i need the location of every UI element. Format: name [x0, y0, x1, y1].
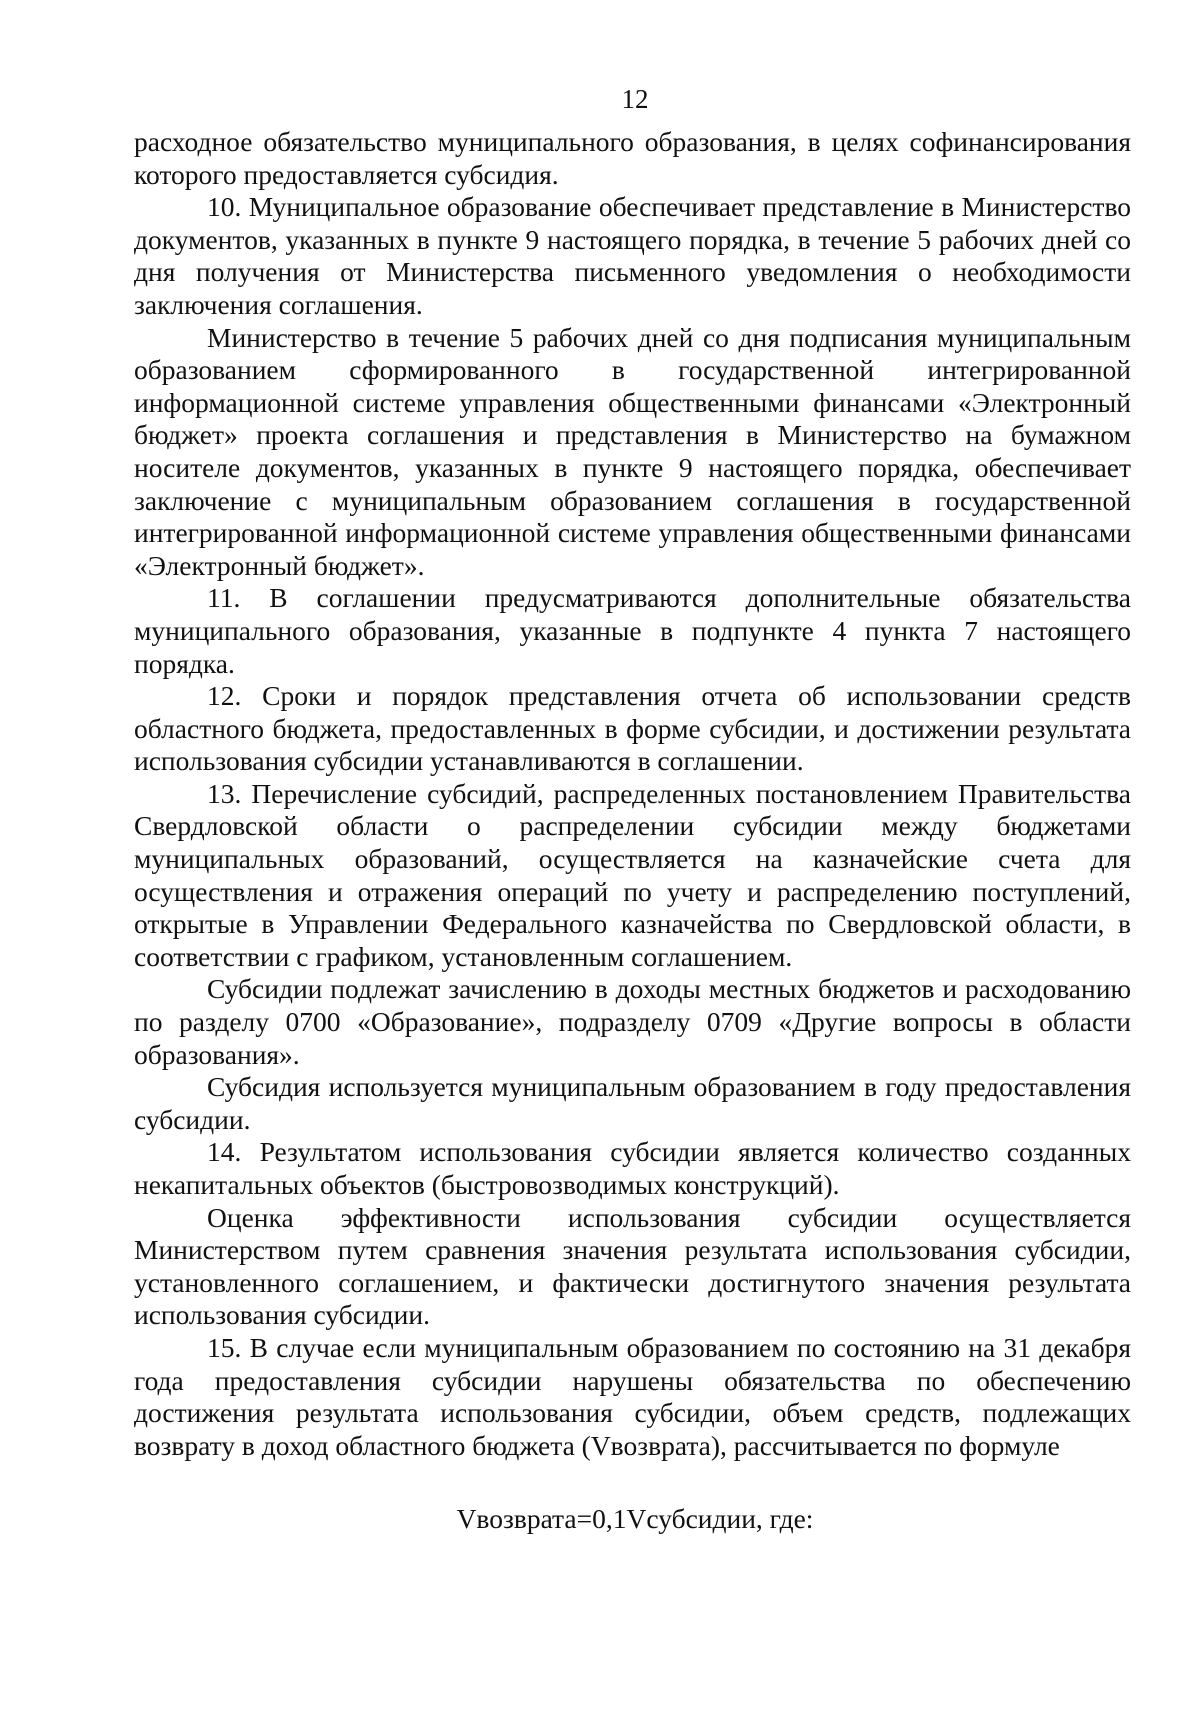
paragraph-13: 13. Перечисление субсидий, распределенных постановлением Правительства Свердловской области о распределении субсидии между бюджетами муниципальных образований, осуществляется на казначейские счета для осуществления и отражения операций по учету и распределению поступлений, открытые в Управлении Федерального казначейства по Свердловской области, в соответствии с графиком, установленным соглашением.: [134, 777, 1131, 972]
paragraph-subsidies-income: Субсидии подлежат зачислению в доходы местных бюджетов и расходованию по разделу 0700 «Образование», подразделу 0709 «Другие вопросы в области образования».: [134, 973, 1131, 1070]
document-body: [134, 126, 1131, 1462]
paragraph-10: 10. Муниципальное образование обеспечивает представление в Министерство документов, указанных в пункте 9 настоящего порядка, в течение 5 рабочих дней со дня получения от Министерства письменного уведомления о необходимости заключения соглашения.: [134, 191, 1131, 320]
paragraph-12: 12. Сроки и порядок представления отчета об использовании средств областного бюджета, предоставленных в форме субсидии, и достижении результата использования субсидии устанавливаются в соглашении.: [134, 680, 1131, 777]
paragraph-14: 14. Результатом использования субсидии является количество созданных некапитальных объектов (быстровозводимых конструкций).: [134, 1136, 1131, 1200]
paragraph-efficiency-assessment: Оценка эффективности использования субсидии осуществляется Министерством путем сравнения значения результата использования субсидии, установленного соглашением, и фактически достигнутого значения результата использования субсидии.: [134, 1201, 1131, 1331]
paragraph-11: 11. В соглашении предусматриваются дополнительные обязательства муниципального образования, указанные в подпункте 4 пункта 7 настоящего порядка.: [134, 582, 1131, 679]
paragraph-15: 15. В случае если муниципальным образованием по состоянию на 31 декабря года предоставления субсидии нарушены обязательства по обеспечению достижения результата использования субсидии, объем средств, подлежащих возврату в доход областного бюджета (Vвозврата), рассчитывается по формуле: [134, 1331, 1131, 1461]
paragraph-ministry-agreement: Министерство в течение 5 рабочих дней со дня подписания муниципальным образованием сформированного в государственной интегрированной информационной системе управления общественными финансами «Электронный бюджет» проекта соглашения и представления в Министерство на бумажном носителе документов, указанных в пункте 9 настоящего порядка, обеспечивает заключение с муниципальным образованием соглашения в государственной интегрированной информационной системе управления общественными финансами «Электронный бюджет».: [134, 321, 1131, 581]
paragraph-subsidy-usage-year: Субсидия используется муниципальным образованием в году предоставления субсидии.: [134, 1071, 1131, 1135]
page-number: 12: [621, 84, 649, 114]
paragraph-continuation: расходное обязательство муниципального образования, в целях софинансирования которого предоставляется субсидия.: [134, 126, 1131, 190]
return-formula: Vвозврата=0,1Vсубсидии, где:: [456, 1503, 814, 1534]
